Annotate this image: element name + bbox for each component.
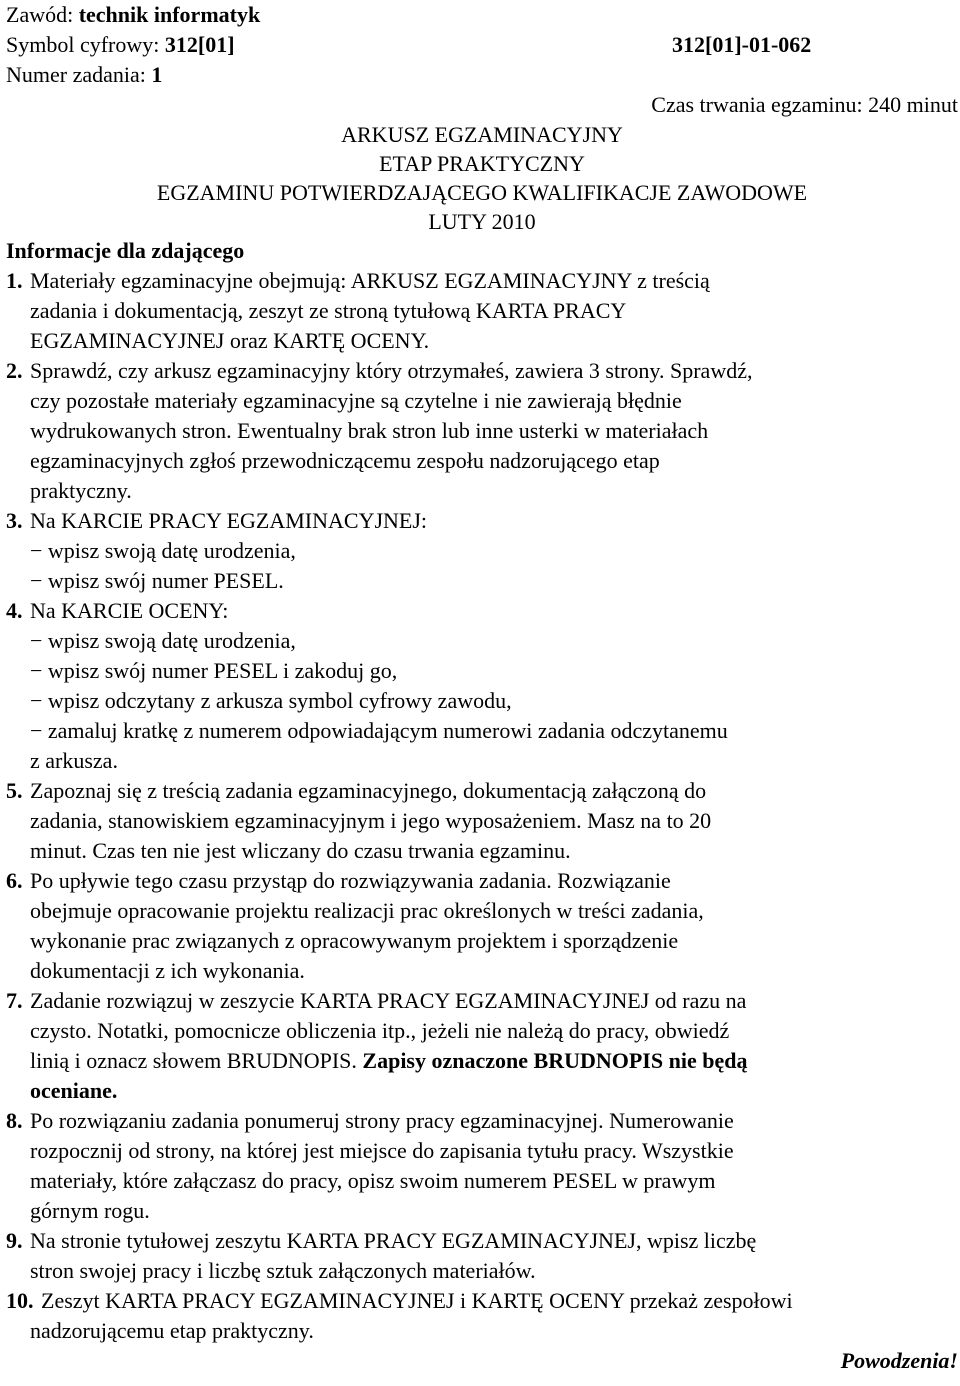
- exam-duration: Czas trwania egzaminu: 240 minut: [651, 92, 958, 117]
- item-number: 8.: [6, 1108, 23, 1133]
- item-line: Po upływie tego czasu przystąp do rozwiązywania zadania. Rozwiązanie: [30, 868, 671, 893]
- bullet-line: − wpisz odczytany z arkusza symbol cyfrowy zawodu,: [30, 688, 512, 713]
- instruction-item-4: [6, 596, 958, 776]
- symbol-value: 312[01]: [164, 32, 235, 57]
- item-line: czy pozostałe materiały egzaminacyjne są czytelne i nie zawierają błędnie: [30, 388, 682, 413]
- brudnopis-warning: Zapisy oznaczone BRUDNOPIS nie będą: [362, 1048, 748, 1073]
- item-line: dokumentacji z ich wykonania.: [30, 958, 305, 983]
- instruction-item-10: [6, 1286, 958, 1346]
- bullet-line: − wpisz swój numer PESEL.: [30, 568, 284, 593]
- profession-label: Zawód:: [6, 2, 79, 27]
- item-number: 2.: [6, 358, 23, 383]
- exam-sheet-page: [6, 0, 958, 1376]
- task-number-value: 1: [151, 62, 163, 87]
- info-heading: Informacje dla zdającego: [6, 238, 245, 263]
- item-line: czysto. Notatki, pomocnicze obliczenia itp., jeżeli nie należą do pracy, obwiedź: [30, 1018, 730, 1043]
- bullet-line: − wpisz swoją datę urodzenia,: [30, 538, 296, 563]
- title-line-3: EGZAMINU POTWIERDZAJĄCEGO KWALIFIKACJE ZAWODOWE: [156, 180, 808, 205]
- item-line: Na stronie tytułowej zeszytu KARTA PRACY EGZAMINACYJNEJ, wpisz liczbę: [30, 1228, 757, 1253]
- bullet-line: − wpisz swoją datę urodzenia,: [30, 628, 296, 653]
- item-number: 1.: [6, 268, 23, 293]
- item-line: rozpocznij od strony, na której jest miejsce do zapisania tytułu pracy. Wszystkie: [30, 1138, 734, 1163]
- item-line: stron swojej pracy i liczbę sztuk załączonych materiałów.: [30, 1258, 536, 1283]
- instruction-item-8: [6, 1106, 958, 1226]
- instruction-item-3: [6, 506, 958, 596]
- item-number: 4.: [6, 598, 23, 623]
- instruction-item-7: [6, 986, 958, 1106]
- item-line: Materiały egzaminacyjne obejmują: ARKUSZ EGZAMINACYJNY z treścią: [30, 268, 710, 293]
- symbol-line: [6, 30, 958, 60]
- item-line: Sprawdź, czy arkusz egzaminacyjny który otrzymałeś, zawiera 3 strony. Sprawdź,: [30, 358, 753, 383]
- instruction-item-5: [6, 776, 958, 866]
- brudnopis-instruction: linią i oznacz słowem BRUDNOPIS.: [30, 1048, 363, 1073]
- item-line: Na KARCIE OCENY:: [30, 598, 229, 623]
- item-line: zadania, stanowiskiem egzaminacyjnym i jego wyposażeniem. Masz na to 20: [30, 808, 712, 833]
- title-line-1: ARKUSZ EGZAMINACYJNY: [341, 122, 623, 147]
- bullet-line: − wpisz swój numer PESEL i zakoduj go,: [30, 658, 398, 683]
- task-number-label: Numer zadania:: [6, 62, 152, 87]
- item-line: wykonanie prac związanych z opracowywanym projektem i sporządzenie: [30, 928, 679, 953]
- item-number: 5.: [6, 778, 23, 803]
- symbol-code: 312[01]-01-062: [672, 32, 812, 57]
- item-line: Po rozwiązaniu zadania ponumeruj strony pracy egzaminacyjnej. Numerowanie: [30, 1108, 734, 1133]
- instruction-item-9: [6, 1226, 958, 1286]
- item-line: nadzorującemu etap praktyczny.: [30, 1318, 314, 1343]
- title-line-4: LUTY 2010: [428, 209, 536, 234]
- item-number: 9.: [6, 1228, 23, 1253]
- task-number-line: [6, 60, 958, 90]
- item-line: materiały, które załączasz do pracy, opisz swoim numerem PESEL w prawym: [30, 1168, 716, 1193]
- closing-wish: Powodzenia!: [840, 1348, 958, 1373]
- item-line: egzaminacyjnych zgłoś przewodniczącemu zespołu nadzorującego etap: [30, 448, 660, 473]
- item-line: Zadanie rozwiązuj w zeszycie KARTA PRACY EGZAMINACYJNEJ od razu na: [30, 988, 747, 1013]
- title-line-2: ETAP PRAKTYCZNY: [379, 151, 585, 176]
- item-line: EGZAMINACYJNEJ oraz KARTĘ OCENY.: [30, 328, 430, 353]
- brudnopis-warning-tail: oceniane.: [30, 1078, 118, 1103]
- symbol-label: Symbol cyfrowy:: [6, 32, 165, 57]
- item-line: wydrukowanych stron. Ewentualny brak stron lub inne usterki w materiałach: [30, 418, 709, 443]
- item-line: Zeszyt KARTA PRACY EGZAMINACYJNEJ i KARTĘ OCENY przekaż zespołowi: [41, 1288, 793, 1313]
- item-number: 7.: [6, 988, 23, 1013]
- instruction-item-2: [6, 356, 958, 506]
- item-line-mixed: [30, 1046, 958, 1076]
- item-line: zadania i dokumentacją, zeszyt ze stroną tytułową KARTA PRACY: [30, 298, 627, 323]
- instruction-item-1: [6, 266, 958, 356]
- bullet-line: − zamaluj kratkę z numerem odpowiadającym numerowi zadania odczytanemu: [30, 718, 728, 743]
- item-number: 6.: [6, 868, 23, 893]
- bullet-continuation: z arkusza.: [30, 748, 118, 773]
- profession-value: technik informatyk: [78, 2, 261, 27]
- item-line: górnym rogu.: [30, 1198, 150, 1223]
- item-line: obejmuje opracowanie projektu realizacji prac określonych w treści zadania,: [30, 898, 704, 923]
- item-line: Na KARCIE PRACY EGZAMINACYJNEJ:: [30, 508, 428, 533]
- item-line: minut. Czas ten nie jest wliczany do czasu trwania egzaminu.: [30, 838, 571, 863]
- item-number: 3.: [6, 508, 23, 533]
- item-line: Zapoznaj się z treścią zadania egzaminacyjnego, dokumentacją załączoną do: [30, 778, 707, 803]
- item-line: praktyczny.: [30, 478, 132, 503]
- instruction-item-6: [6, 866, 958, 986]
- profession-line: [6, 0, 958, 30]
- item-number: 10.: [6, 1288, 34, 1313]
